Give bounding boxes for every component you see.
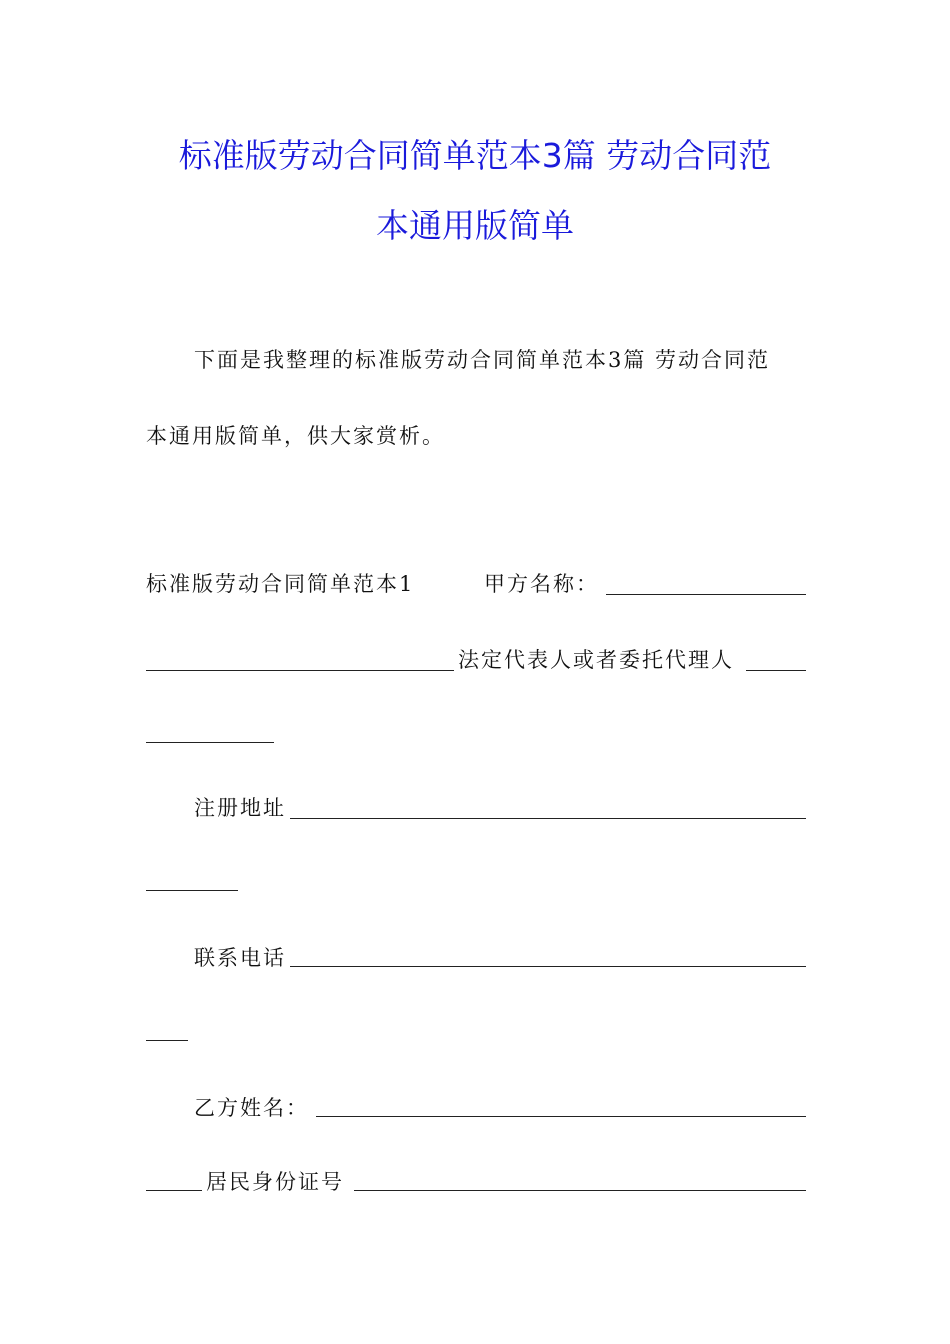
intro-paragraph-line-2: 本通用版简单，供大家赏析。 xyxy=(146,424,445,448)
id-number-blank[interactable] xyxy=(354,1190,806,1191)
intro-paragraph-line-1: 下面是我整理的标准版劳动合同简单范本3篇 劳动合同范 xyxy=(194,348,771,372)
party-b-name-blank[interactable] xyxy=(316,1116,806,1117)
address-blank[interactable] xyxy=(290,818,806,819)
phone-label: 联系电话 xyxy=(194,946,286,970)
id-number-label: 居民身份证号 xyxy=(206,1170,344,1194)
party-b-name-label: 乙方姓名： xyxy=(194,1096,309,1120)
phone-blank-continued[interactable] xyxy=(146,1040,188,1041)
document-title-line-1: 标准版劳动合同简单范本3篇 劳动合同范 xyxy=(178,136,772,175)
party-a-name-blank[interactable] xyxy=(606,594,806,595)
contract-heading: 标准版劳动合同简单范本1 xyxy=(146,572,415,596)
party-a-name-blank-continued[interactable] xyxy=(146,670,454,671)
legal-rep-blank-continued[interactable] xyxy=(146,742,274,743)
address-label: 注册地址 xyxy=(194,796,286,820)
party-b-name-blank-continued[interactable] xyxy=(146,1190,202,1191)
legal-rep-blank[interactable] xyxy=(746,670,806,671)
address-blank-continued[interactable] xyxy=(146,890,238,891)
party-a-name-label: 甲方名称： xyxy=(484,572,599,596)
legal-rep-label: 法定代表人或者委托代理人 xyxy=(458,648,734,672)
phone-blank[interactable] xyxy=(290,966,806,967)
document-title-line-2: 本通用版简单 xyxy=(376,206,574,245)
